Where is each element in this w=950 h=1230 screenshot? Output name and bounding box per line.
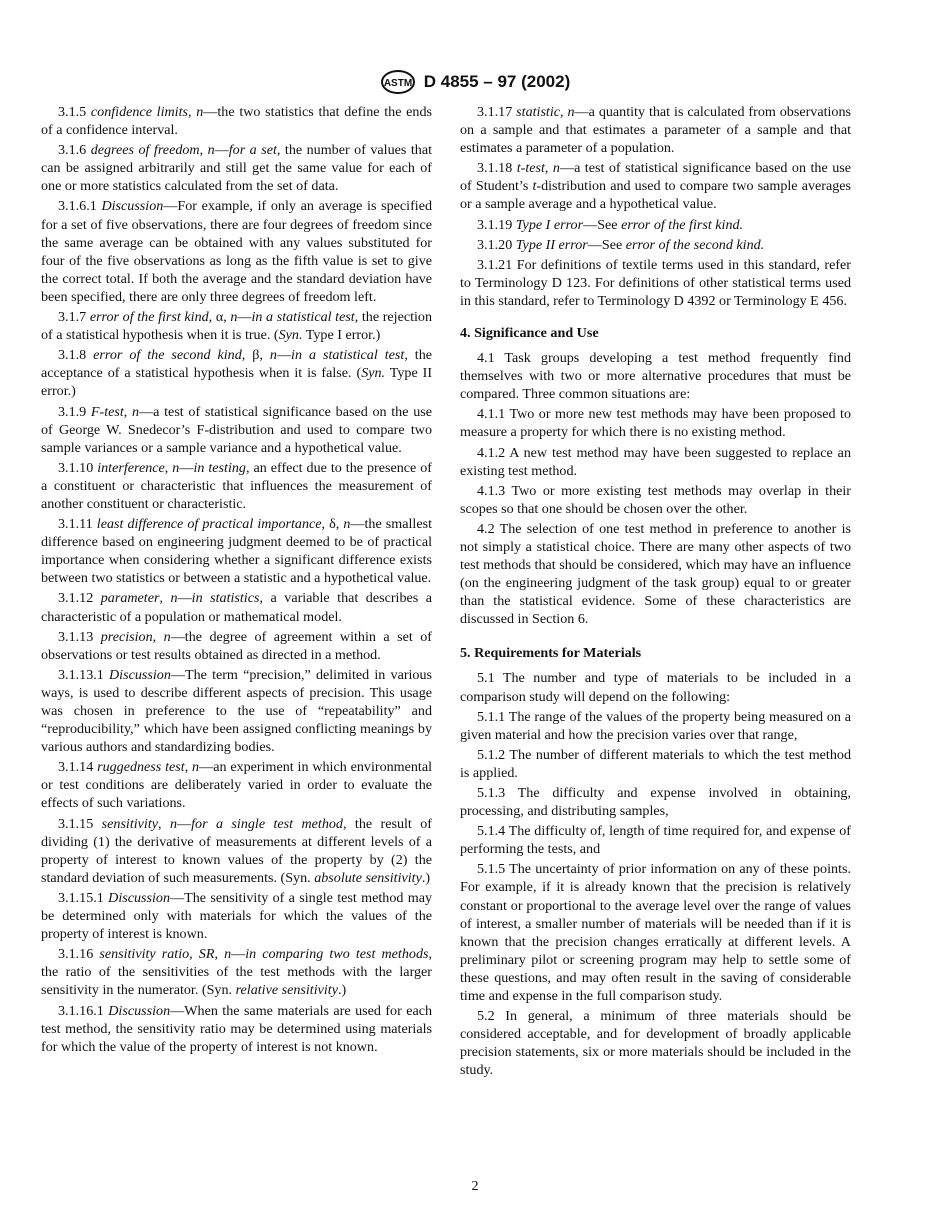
paragraph: 4.1.1 Two or more new test methods may have been proposed to measure a property for which there is no existing method. xyxy=(460,406,851,441)
section-heading: 4. Significance and Use xyxy=(460,325,599,342)
astm-logo-icon xyxy=(380,70,416,94)
section-heading: 5. Requirements for Materials xyxy=(460,645,642,662)
paragraph: 3.1.18 t-test, n—a test of statistical significance based on the use of Student’s t-distribution and used to compare two sample averages or a sample average and a hypothetical value. xyxy=(460,160,851,213)
left-column xyxy=(41,103,432,1058)
paragraph: 4.1.2 A new test method may have been suggested to replace an existing test method. xyxy=(460,444,851,479)
page-header xyxy=(0,70,950,94)
paragraph: 3.1.16.1 Discussion—When the same materials are used for each test method, the sensitivity ratio may be determined using materials for which the value of the property of interest is not known. xyxy=(41,1002,433,1055)
paragraph: 3.1.17 statistic, n—a quantity that is calculated from observations on a sample and that estimates a parameter of a sample and that estimates a parameter of a population. xyxy=(460,104,851,157)
paragraph: 3.1.12 parameter, n—in statistics, a variable that describes a characteristic of a population or mathematical model. xyxy=(41,590,433,625)
paragraph: 3.1.13.1 Discussion—The term “precision,” delimited in various ways, is used to describe different aspects of precision. This usage was chosen in preference to the use of “repeatability” and “reproducibility,” which have been assigned conflicting meanings by various authors and standardizing bodies. xyxy=(41,666,433,756)
paragraph: 3.1.10 interference, n—in testing, an effect due to the presence of a constituent or characteristic that influences the measurement of another constituent or characteristic. xyxy=(41,459,432,512)
paragraph: 4.2 The selection of one test method in preference to another is not simply a statistical choice. There are many other aspects of two test methods that should be considered, which may have an influence (on the engineering judgment of the task group) equal to or greater than the statistical evidence. Some of these characteristics are discussed in Section 6. xyxy=(460,520,851,628)
paragraph: 5.1.1 The range of the values of the property being measured on a given material and how the precision varies over that range, xyxy=(460,708,851,743)
paragraph: 4.1.3 Two or more existing test methods may overlap in their scopes so that one should be chosen over the other. xyxy=(460,482,851,517)
paragraph: 4.1 Task groups developing a test method frequently find themselves with two or more alternative procedures that must be compared. Three common situations are: xyxy=(460,350,851,403)
page-number: 2 xyxy=(471,1179,479,1194)
paragraph: 3.1.11 least difference of practical importance, δ, n—the smallest difference based on engineering judgment deemed to be of practical importance when considering whether a significant difference exists between two statistics or between a statistic and a hypothetical value. xyxy=(41,516,432,587)
paragraph: 3.1.6.1 Discussion—For example, if only an average is specified for a set of five observations, there are four degrees of freedom since the same average can be obtained with any values substituted for four of the five observations as long as the fifth value is set to give the correct total. If both the average and the standard deviation have been specified, there are only three degrees of freedom left. xyxy=(41,198,432,305)
paragraph: 5.1 The number and type of materials to be included in a comparison study will depend on the following: xyxy=(460,670,851,705)
paragraph: 3.1.7 error of the first kind, α, n—in a statistical test, the rejection of a statistical hypothesis when it is true. (Syn. Type I error.) xyxy=(41,309,433,344)
paragraph: 3.1.19 Type I error—See error of the first kind. xyxy=(477,216,744,233)
paragraph: 3.1.13 precision, n—the degree of agreement within a set of observations or test results obtained as directed in a method. xyxy=(41,628,432,663)
paragraph: 3.1.15.1 Discussion—The sensitivity of a single test method may be determined only with materials for which the values of the property of interest is known. xyxy=(41,889,433,943)
paragraph: 5.2 In general, a minimum of three materials should be considered acceptable, and for development of broadly applicable precision statements, six or more materials should be included in the study. xyxy=(460,1008,851,1079)
svg-text:ASTM: ASTM xyxy=(383,78,412,89)
paragraph: 5.1.5 The uncertainty of prior information on any of these points. For example, if it is already known that the precision is relatively constant or proportional to the average level over the range of values of interest, a smaller number of materials will be needed than if it is known that the precision changes erratically at different levels. A preliminary pilot or screening program may help to settle some of these questions, and may often result in the saving of considerable time and expense in the full comparison study. xyxy=(460,861,851,1005)
paragraph: 3.1.5 confidence limits, n—the two statistics that define the ends of a confidence interval. xyxy=(41,104,432,139)
paragraph: 5.1.3 The difficulty and expense involved in obtaining, processing, and distributing samples, xyxy=(460,785,851,820)
paragraph: 5.1.4 The difficulty of, length of time required for, and expense of performing the tests, and xyxy=(460,823,851,858)
paragraph: 3.1.20 Type II error—See error of the second kind. xyxy=(477,236,765,253)
paragraph: 5.1.2 The number of different materials to which the test method is applied. xyxy=(460,746,851,781)
paragraph: 3.1.21 For definitions of textile terms used in this standard, refer to Terminology D 123. For definitions of other statistical terms used in this standard, refer to Terminology D 4392 or Terminology E 456. xyxy=(460,256,851,309)
paragraph: 3.1.8 error of the second kind, β, n—in a statistical test, the acceptance of a statistical hypothesis when it is false. (Syn. Type II error.) xyxy=(41,347,433,400)
document-designation: D 4855 – 97 (2002) xyxy=(423,72,571,91)
paragraph: 3.1.6 degrees of freedom, n—for a set, the number of values that can be assigned arbitrarily and still get the same value for each of one or more statistics calculated from the set of data. xyxy=(41,142,433,195)
paragraph: 3.1.9 F-test, n—a test of statistical significance based on the use of George W. Snedecor’s F-distribution and used to compare two sample variances or a sample variance and a hypothetical value. xyxy=(41,403,432,456)
paragraph: 3.1.15 sensitivity, n—for a single test method, the result of dividing (1) the derivative of measurements at different levels of a property of interest to known values of the property by (2) the standard deviation of such measurements. (Syn. absolute sensitivity.) xyxy=(41,815,432,886)
right-column xyxy=(460,103,851,1082)
paragraph: 3.1.14 ruggedness test, n—an experiment in which environmental or test conditions are deliberately varied in order to evaluate the effects of such variations. xyxy=(41,759,433,812)
paragraph: 3.1.16 sensitivity ratio, SR, n—in comparing two test methods, the ratio of the sensitivities of the test methods with the larger sensitivity in the numerator. (Syn. relative sensitivity.) xyxy=(41,946,433,999)
